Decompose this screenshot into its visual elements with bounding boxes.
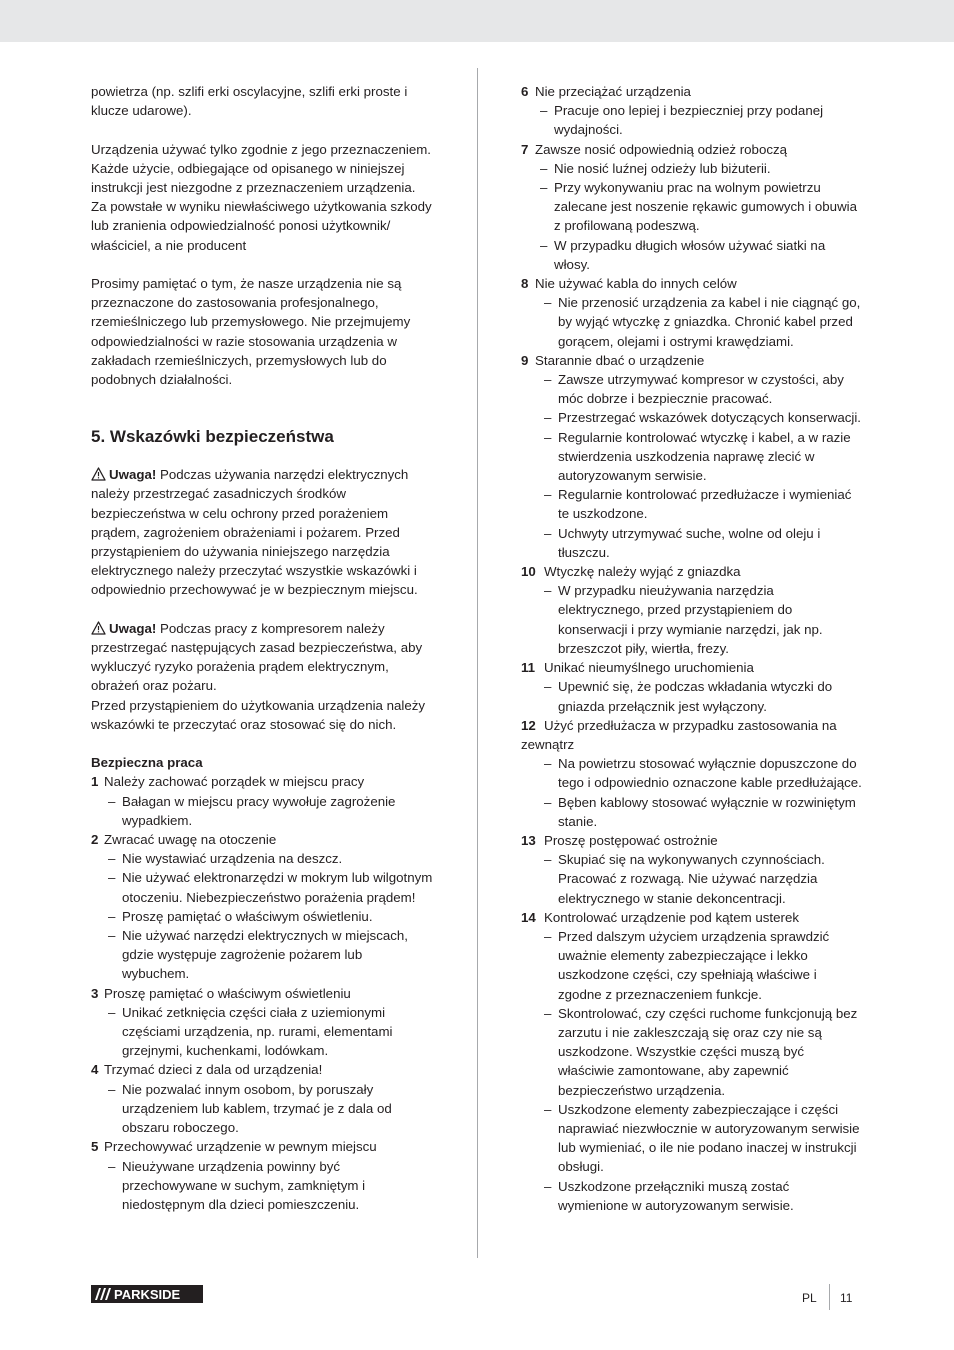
bullet-text: Nie nosić luźnej odzieży lub biżuterii. — [554, 160, 771, 176]
dash-bullet-icon: – — [544, 1005, 552, 1021]
item-bullet — [91, 792, 433, 830]
safety-item-4 — [91, 1060, 433, 1079]
dash-bullet-icon: – — [544, 372, 552, 388]
warning-text: Podczas pracy z kompresorem należy przestrzegać następujących zasad bezpieczeństwa, aby wykluczyć ryzyko porażenia prądem elektrycznym, obrażeń oraz pożaru. — [91, 620, 423, 694]
item-bullet — [91, 1157, 433, 1215]
dash-bullet-icon: – — [108, 1004, 116, 1020]
item-bullet — [521, 754, 863, 792]
bullet-text: Regularnie kontrolować przedłużacze i wymieniać te uszkodzone. — [558, 487, 852, 522]
page-number: 11 — [840, 1291, 853, 1305]
safe-work-subheading: Bezpieczna praca — [91, 755, 203, 771]
dash-bullet-icon: – — [544, 295, 552, 311]
safety-item-11 — [521, 658, 863, 677]
bullet-text: Uszkodzone przełączniki muszą zostać wymienione w autoryzowanym serwisie. — [558, 1178, 794, 1213]
safety-item-7 — [521, 140, 863, 159]
intro-paragraph-3: Prosimy pamiętać o tym, że nasze urządzenia nie są przeznaczone do zastosowania profesjonalnego, rzemieślniczego lub przemysłowego. Nie przejmujemy odpowiedzialności w razie stosowania urządzenia w zakładach rzemieślniczych, przemysłowych lub do podobnych działalności. — [91, 276, 411, 388]
item-bullet — [521, 101, 863, 139]
bullet-text: Przestrzegać wskazówek dotyczących konserwacji. — [558, 410, 861, 426]
item-number: 3 — [91, 985, 99, 1001]
item-bullet — [521, 293, 863, 351]
item-bullet — [91, 907, 433, 926]
item-bullet — [521, 677, 863, 715]
bullet-text: Przy wykonywaniu prac na wolnym powietrzu zalecane jest noszenie rękawic gumowych i obuwia z profilowaną podeszwą. — [554, 180, 858, 234]
item-bullet — [521, 236, 863, 274]
item-bullet — [91, 1080, 433, 1138]
warning-continuation: Przed przystąpieniem do użytkowania urządzenia należy wskazówki te przeczytać oraz stosować się do nich. — [91, 697, 426, 732]
item-title: Kontrolować urządzenie pod kątem usterek — [544, 909, 799, 925]
dash-bullet-icon: – — [108, 793, 116, 809]
item-title: Nie używać kabla do innych celów — [535, 276, 737, 292]
safety-item-3 — [91, 984, 433, 1003]
item-number: 4 — [91, 1062, 99, 1078]
intro-paragraph-2: Urządzenia używać tylko zgodnie z jego przeznaczeniem. Każde użycie, odbiegające od opisanego w niniejszej instrukcji jest niezgodne z przeznaczeniem urządzenia. Za powstałe w wyniku niewłaściwego użytkowania szkody lub zranienia odpowiedzialność ponosi użytkownik/ właściciel, a nie producent — [91, 141, 432, 253]
dash-bullet-icon: – — [544, 679, 552, 695]
safety-item-12 — [521, 716, 863, 754]
safety-item-8 — [521, 274, 863, 293]
bullet-text: Regularnie kontrolować wtyczkę i kabel, a w razie stwierdzenia uszkodzenia naprawę zlecić w autoryzowanym serwisie. — [558, 429, 851, 484]
dash-bullet-icon: – — [544, 756, 552, 772]
safety-item-6 — [521, 82, 863, 101]
bullet-text: Proszę pamiętać o właściwym oświetleniu. — [122, 908, 373, 924]
item-title: Zawsze nosić odpowiednią odzież roboczą — [535, 141, 788, 157]
dash-bullet-icon: – — [544, 1101, 552, 1117]
right-column — [521, 82, 863, 1215]
dash-bullet-icon: – — [544, 1178, 552, 1194]
item-title: Przechowywać urządzenie w pewnym miejscu — [104, 1139, 377, 1155]
safety-item-5 — [91, 1137, 433, 1156]
item-number: 5 — [91, 1139, 99, 1155]
dash-bullet-icon: – — [544, 525, 552, 541]
bullet-text: Unikać zetknięcia części ciała z uziemionymi częściami urządzenia, np. rurami, elementami grzejnymi, kuchenkami, lodówkam. — [122, 1004, 393, 1059]
item-bullet — [521, 485, 863, 523]
bullet-text: Uszkodzone elementy zabezpieczające i części naprawiać niezwłocznie w autoryzowanym serwisie lub wymieniać, o ile nie podano inaczej w instrukcji obsługi. — [558, 1101, 860, 1175]
warning-label: Uwaga! — [109, 620, 157, 636]
item-bullet — [521, 1004, 863, 1100]
dash-bullet-icon: – — [544, 794, 552, 810]
item-bullet — [91, 1003, 433, 1061]
item-bullet — [521, 428, 863, 486]
safety-item-10 — [521, 562, 863, 581]
safety-item-14 — [521, 908, 863, 927]
bullet-text: Pracuje ono lepiej i bezpieczniej przy podanej wydajności. — [554, 103, 824, 138]
item-bullet — [521, 793, 863, 831]
item-number: 2 — [91, 832, 99, 848]
dash-bullet-icon: – — [540, 237, 548, 253]
item-bullet — [521, 850, 863, 908]
dash-bullet-icon: – — [544, 429, 552, 445]
bullet-text: Przed dalszym użyciem urządzenia sprawdzić uważnie elementy zabezpieczające i lekko uszkodzone części, czy spełniają właściwe i zgodne z przeznaczeniem funkcje. — [558, 928, 830, 1002]
top-header-band — [0, 0, 954, 42]
footer-separator — [829, 1284, 830, 1310]
item-bullet — [521, 1177, 863, 1215]
left-column — [91, 82, 433, 1214]
item-number: 10 — [521, 564, 536, 580]
dash-bullet-icon: – — [540, 103, 548, 119]
item-title: Wtyczkę należy wyjąć z gniazdka — [544, 564, 741, 580]
item-number: 1 — [91, 774, 99, 790]
intro-paragraph-1: powietrza (np. szlifi erki oscylacyjne, szlifi erki proste i klucze udarowe). — [91, 84, 408, 119]
bullet-text: Nie używać narzędzi elektrycznych w miejscach, gdzie występuje zagrożenie pożarem lub wybuchem. — [122, 928, 408, 982]
safety-item-2 — [91, 830, 433, 849]
brand-wordmark: PARKSIDE — [114, 1287, 181, 1302]
bullet-text: Na powietrzu stosować wyłącznie dopuszczone do tego i odpowiednio oznaczone kable przedłużające. — [558, 756, 862, 791]
item-bullet — [521, 1100, 863, 1177]
warning-paragraph-1 — [91, 465, 433, 599]
item-title: Należy zachować porządek w miejscu pracy — [104, 774, 365, 790]
dash-bullet-icon: – — [544, 410, 552, 426]
warning-triangle-icon — [91, 621, 106, 635]
bullet-text: Nie używać elektronarzędzi w mokrym lub wilgotnym otoczeniu. Niebezpieczeństwo porażenia prądem! — [122, 870, 433, 905]
dash-bullet-icon: – — [544, 487, 552, 503]
bullet-text: W przypadku długich włosów używać siatki na włosy. — [554, 237, 826, 272]
dash-bullet-icon: – — [540, 180, 548, 196]
warning-triangle-icon — [91, 467, 106, 481]
safety-list-left — [91, 772, 433, 1214]
item-title: Unikać nieumyślnego uruchomienia — [544, 660, 754, 676]
section-heading: 5. Wskazówki bezpieczeństwa — [91, 427, 334, 447]
item-title: Proszę postępować ostrożnie — [544, 832, 718, 848]
dash-bullet-icon: – — [540, 160, 548, 176]
column-divider — [477, 68, 478, 1258]
bullet-text: Skupiać się na wykonywanych czynnościach. Pracować z rozwagą. Nie używać narzędzia elektrycznego w stanie dekoncentracji. — [558, 852, 825, 906]
dash-bullet-icon: – — [108, 851, 116, 867]
item-bullet — [521, 927, 863, 1004]
item-title: Proszę pamiętać o właściwym oświetleniu — [104, 985, 351, 1001]
item-title: Trzymać dzieci z dala od urządzenia! — [104, 1062, 323, 1078]
dash-bullet-icon: – — [108, 870, 116, 886]
item-title: Nie przeciążać urządzenia — [535, 84, 691, 99]
parkside-logo — [91, 1285, 203, 1303]
safety-list-right — [521, 82, 863, 1215]
item-bullet — [521, 370, 863, 408]
item-bullet — [521, 159, 863, 178]
bullet-text: Nieużywane urządzenia powinny być przechowywane w suchym, zamkniętym i niedostępnym dla dzieci pomieszczeniu. — [122, 1158, 366, 1212]
item-number: 11 — [521, 660, 536, 676]
item-number: 8 — [521, 276, 529, 292]
dash-bullet-icon: – — [108, 908, 116, 924]
item-number: 14 — [521, 909, 536, 925]
item-bullet — [521, 581, 863, 658]
bullet-text: Skontrolować, czy części ruchome funkcjonują bez zarzutu i nie zakleszczają się oraz czy nie są uszkodzone. Wszystkie części muszą być właściwie zamontowane, aby zapewnić bezpieczeństwo urządzenia. — [558, 1005, 858, 1098]
safety-item-9 — [521, 351, 863, 370]
bullet-text: Nie wystawiać urządzenia na deszcz. — [122, 851, 343, 867]
item-number: 12 — [521, 717, 536, 733]
item-title: Zwracać uwagę na otoczenie — [104, 832, 277, 848]
item-title: Użyć przedłużacza w przypadku zastosowania na zewnątrz — [521, 717, 837, 752]
dash-bullet-icon: – — [108, 1158, 116, 1174]
dash-bullet-icon: – — [544, 928, 552, 944]
safety-item-13 — [521, 831, 863, 850]
warning-paragraph-2 — [91, 619, 433, 696]
item-number: 6 — [521, 84, 529, 99]
item-number: 13 — [521, 832, 536, 848]
item-number: 7 — [521, 141, 529, 157]
warning-label: Uwaga! — [109, 467, 157, 483]
dash-bullet-icon: – — [544, 852, 552, 868]
item-number: 9 — [521, 352, 529, 368]
item-bullet — [91, 849, 433, 868]
bullet-text: Nie pozwalać innym osobom, by poruszały urządzeniem lub kablem, trzymać je z dala od obszaru roboczego. — [122, 1081, 392, 1136]
item-bullet — [521, 524, 863, 562]
bullet-text: Nie przenosić urządzenia za kabel i nie ciągnąć go, by wyjąć wtyczkę z gniazdka. Chronić kabel przed gorącem, olejami i ostrymi krawędziami. — [558, 295, 861, 349]
dash-bullet-icon: – — [108, 928, 116, 944]
item-title: Starannie dbać o urządzenie — [535, 352, 705, 368]
warning-text: Podczas używania narzędzi elektrycznych należy przestrzegać zasadniczych środków bezpieczeństwa w celu ochrony przed porażeniem prądem, zagrożeniem obrażeniami i pożarem. Przed przystąpieniem do używania niniejszego narzędzia elektrycznego należy przeczytać wszystkie wskazówki i odpowiednio przechowywać je w bezpiecznym miejscu. — [91, 467, 418, 598]
item-bullet — [521, 178, 863, 236]
language-code: PL — [802, 1291, 817, 1305]
item-bullet — [91, 868, 433, 906]
bullet-text: Upewnić się, że podczas wkładania wtyczki do gniazda przełącznik jest wyłączony. — [558, 679, 833, 714]
bullet-text: Bałagan w miejscu pracy wywołuje zagrożenie wypadkiem. — [122, 793, 396, 828]
dash-bullet-icon: – — [108, 1081, 116, 1097]
item-bullet — [91, 926, 433, 984]
bullet-text: Zawsze utrzymywać kompresor w czystości, aby móc dobrze i bezpiecznie pracować. — [558, 372, 844, 407]
safety-item-1 — [91, 772, 433, 791]
bullet-text: Bęben kablowy stosować wyłącznie w rozwiniętym stanie. — [558, 794, 856, 829]
item-bullet — [521, 408, 863, 427]
bullet-text: W przypadku nieużywania narzędzia elektrycznego, przed przystąpieniem do konserwacji i przy wymianie narzędzi, jak np. brzeszczot piły, wiertła, frezy. — [558, 583, 823, 656]
dash-bullet-icon: – — [544, 583, 552, 599]
bullet-text: Uchwyty utrzymywać suche, wolne od oleju i tłuszczu. — [558, 525, 821, 560]
